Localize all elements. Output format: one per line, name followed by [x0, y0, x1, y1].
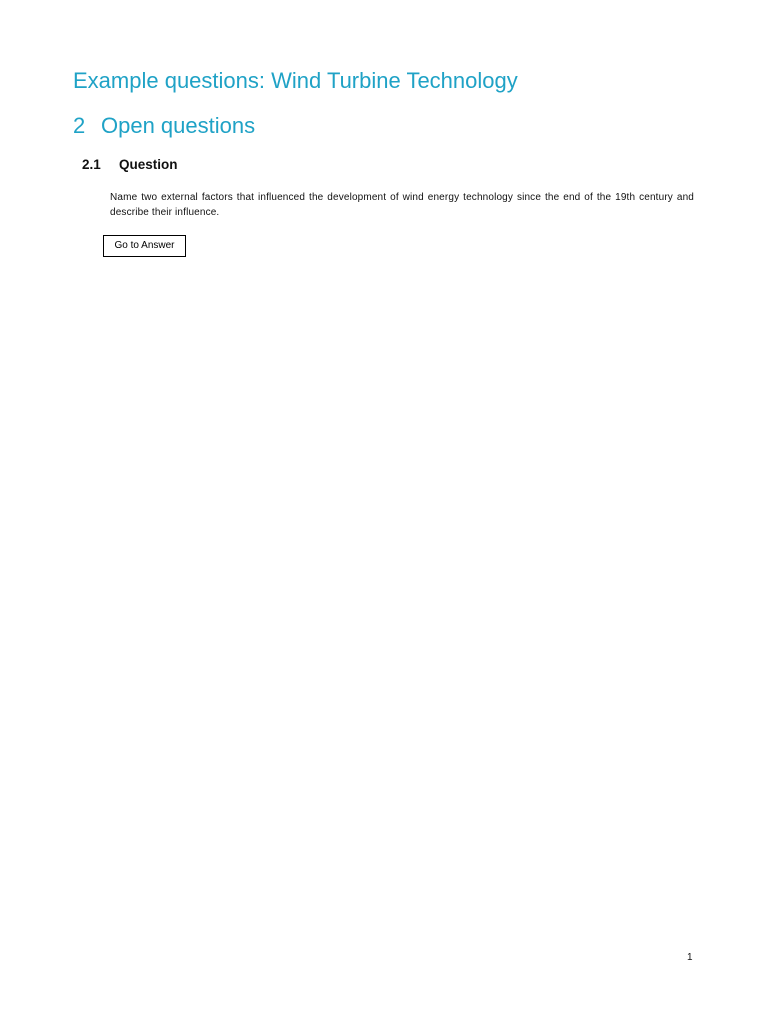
page-number: 1 — [687, 952, 693, 963]
go-to-answer-button[interactable]: Go to Answer — [103, 235, 186, 257]
section-title: Open questions — [101, 113, 256, 138]
section-number: 2 — [73, 113, 86, 138]
question-text: Name two external factors that influenced the development of wind energy technology since the end of the 19th century and describe their influence. — [110, 192, 694, 218]
subsection-number: 2.1 — [82, 157, 101, 172]
subsection-heading — [82, 156, 178, 174]
subsection-title: Question — [119, 157, 178, 172]
section-heading — [73, 111, 255, 141]
document-title: Example questions: Wind Turbine Technology — [73, 68, 518, 93]
